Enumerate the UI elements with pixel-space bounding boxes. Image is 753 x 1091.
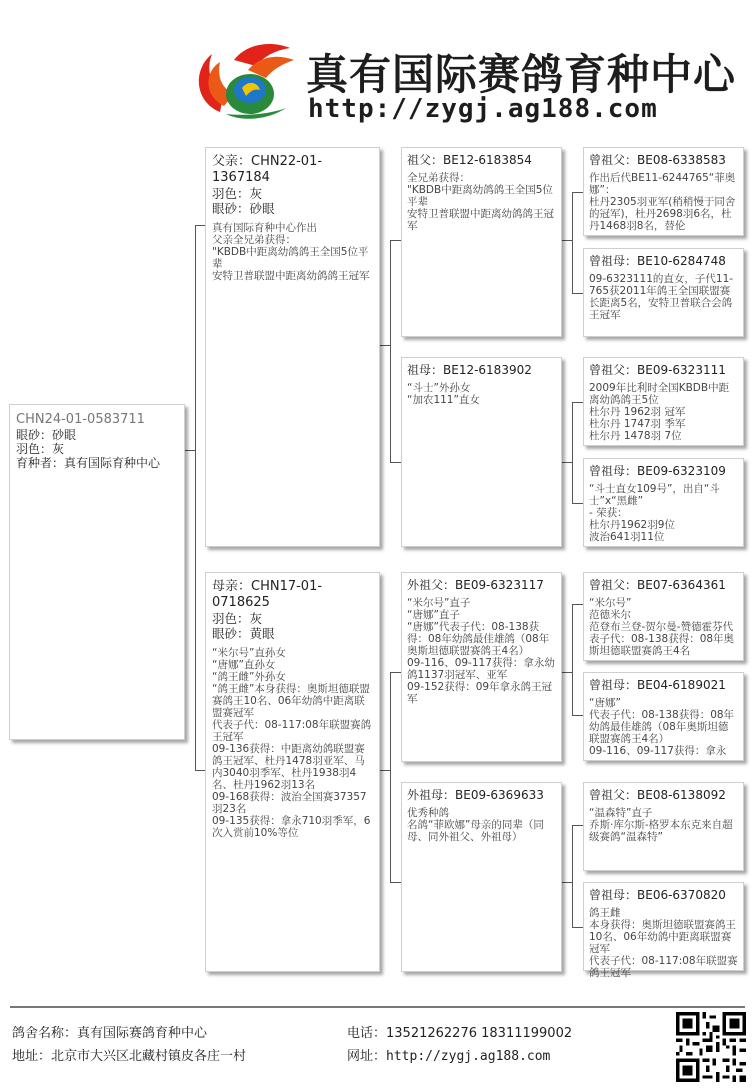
paternal-grandfather-notes: 全兄弟获得： "KBDB中距离幼鸽鸽王全国5位平辈 安特卫普联盟中距离幼鸽鸽王冠军 (407, 172, 554, 232)
great-grandparent-card (583, 248, 744, 337)
mother-eye: 眼砂：黄眼 (212, 626, 275, 641)
great-grandparent-card (583, 458, 744, 547)
pigeon-ring: CHN24-01-0583711 (16, 412, 145, 427)
great-grandparent-title: 曾祖母：BE04-6189021 (589, 678, 726, 692)
footer-address (12, 1045, 246, 1064)
great-grandparent-card (583, 357, 744, 446)
footer-loft (12, 1022, 207, 1041)
footer-loft-value: 真有国际赛鸽育种中心 (77, 1026, 208, 1041)
great-grandparent-card (583, 147, 744, 236)
maternal-grandfather-card (401, 572, 562, 762)
great-grandparent-notes: 鸽王雌 本身获得：奥斯坦德联盟赛鸽王10名、06年幼鸽中距离联盟赛冠军 代表子代：08-117:08年联盟赛鸽王冠军 (589, 907, 738, 979)
paternal-grandfather-title: 祖父：BE12-6183854 (407, 153, 532, 167)
paternal-grandmother-notes: “斗士”外孙女 “加农111”直女 (407, 382, 480, 406)
footer-website (347, 1045, 550, 1064)
great-grandparent-notes: “斗士直女109号”，出自“斗士”x“黑雌” - 荣获： 杜尔丹1962羽9位 波治641羽11位 (589, 483, 720, 543)
footer-address-value: 北京市大兴区北藏村镇皮各庄一村 (51, 1049, 247, 1064)
father-card (205, 147, 380, 547)
great-grandparent-title: 曾祖母：BE09-6323109 (589, 464, 726, 478)
father-eye: 眼砂：砂眼 (212, 201, 275, 216)
maternal-grandfather-title: 外祖父：BE09-6323117 (407, 578, 544, 592)
paternal-grandmother-card (401, 357, 562, 547)
paternal-grandfather-card (401, 147, 562, 337)
pigeon-breeder: 育种者：真有国际育种中心 (16, 456, 161, 470)
mother-card (205, 572, 380, 972)
paternal-grandmother-title: 祖母：BE12-6183902 (407, 363, 532, 377)
great-grandparent-notes: 2009年比利时全国KBDB中距离幼鸽鸽王5位 杜尔丹 1962羽 冠军 杜尔丹 1747羽 季军 杜尔丹 1478羽 7位 (589, 382, 730, 442)
pigeon-card (9, 404, 185, 740)
maternal-grandmother-notes: 优秀种鸽 名鸽“菲欧娜”母亲的同辈（同母、同外祖父、外祖母） (407, 807, 544, 843)
father-notes: 真有国际育种中心作出 父亲全兄弟获得： "KBDB中距离幼鸽鸽王全国5位平辈 安特卫普联盟中距离幼鸽鸽王冠军 (212, 222, 370, 282)
great-grandparent-title: 曾祖父：BE08-6138092 (589, 788, 726, 802)
great-grandparent-card (583, 782, 744, 871)
maternal-grandfather-notes: “米尔号”直子 “唐娜”直子 “唐娜”代表子代：08-138获得：08年幼鸽最佳雄鸽（08年奥斯坦德联盟赛鸽王4名） 09-116、09-117获得：拿永幼鸽1137羽冠军、亚军 09-152获得：09年拿永鸽王冠军 (407, 597, 555, 705)
maternal-grandmother-title: 外祖母：BE09-6369633 (407, 788, 544, 802)
footer-address-label: 地址： (12, 1049, 52, 1064)
maternal-grandmother-card (401, 782, 562, 972)
footer-phone-label: 电话： (347, 1026, 387, 1041)
father-title: 父亲：CHN22-01-1367184 (212, 154, 323, 185)
footer-loft-label: 鸽舍名称： (12, 1026, 78, 1041)
great-grandparent-title: 曾祖父：BE08-6338583 (589, 153, 726, 167)
great-grandparent-card (583, 882, 744, 979)
center-url[interactable]: http://zygj.ag188.com (308, 94, 658, 124)
great-grandparent-notes: 作出后代BE11-6244765“菲奥娜”： 杜丹2305羽亚军(稍稍慢于同舍的冠军)，杜丹2698羽6名，杜丹1468羽8名，替伦 (589, 172, 736, 232)
footer-phone-value: 13521262276 18311199002 (386, 1026, 573, 1041)
great-grandparent-notes: “温森特”直子 乔斯·库尔斯-格罗本东克来自超级赛鸽“温森特” (589, 807, 733, 843)
mother-notes: “米尔号”直孙女 “唐娜”直孙女 “鸽王雌”外孙女 “鸽王雌”本身获得：奥斯坦德联盟赛鸽王10名、06年幼鸽中距离联盟赛冠军 代表子代：08-117:08年联盟赛鸽王冠军 09-136获得：中距离幼鸽联盟赛鸽王冠军、杜丹1478羽亚军、马内3040羽季军、杜丹1938羽4名、杜丹1962羽13名 09-168获得：波治全国赛37357羽23名 09-135获得：拿永710羽季军，6次入赏前10%等位 (212, 647, 372, 839)
phoenix-logo-icon (190, 40, 300, 122)
footer-divider (10, 1006, 745, 1008)
footer-website-value[interactable]: http://zygj.ag188.com (386, 1049, 551, 1064)
great-grandparent-card (583, 672, 744, 761)
pigeon-color: 羽色：灰 (16, 442, 65, 456)
great-grandparent-title: 曾祖父：BE09-6323111 (589, 363, 726, 377)
footer-website-label: 网址： (347, 1049, 387, 1064)
mother-color: 羽色：灰 (212, 611, 263, 626)
great-grandparent-title: 曾祖母：BE06-6370820 (589, 888, 726, 902)
great-grandparent-notes: 09-6323111的直女，子代11-765获2011年鸽王全国联盟赛长距离5名，安特卫普联合会鸽王冠军 (589, 273, 734, 321)
great-grandparent-title: 曾祖父：BE07-6364361 (589, 578, 726, 592)
footer-phone (347, 1022, 572, 1041)
mother-title: 母亲：CHN17-01-0718625 (212, 579, 323, 610)
great-grandparent-notes: “唐娜” 代表子代：08-138获得：08年幼鸽最佳雄鸽（08年奥斯坦德联盟赛鸽王4名） 09-116、09-117获得：拿永 (589, 697, 735, 757)
qr-code-icon (676, 1012, 746, 1082)
great-grandparent-title: 曾祖母：BE10-6284748 (589, 254, 726, 268)
pigeon-eye: 眼砂：砂眼 (16, 428, 77, 442)
father-color: 羽色：灰 (212, 186, 263, 201)
center-title: 真有国际赛鸽育种中心 (306, 50, 737, 99)
great-grandparent-notes: “米尔号” 范德米尔 范登布兰登-贺尔曼-赞德霍芬代表子代：08-138获得：08年奥斯坦德联盟赛鸽王4名 (589, 597, 735, 657)
great-grandparent-card (583, 572, 744, 661)
